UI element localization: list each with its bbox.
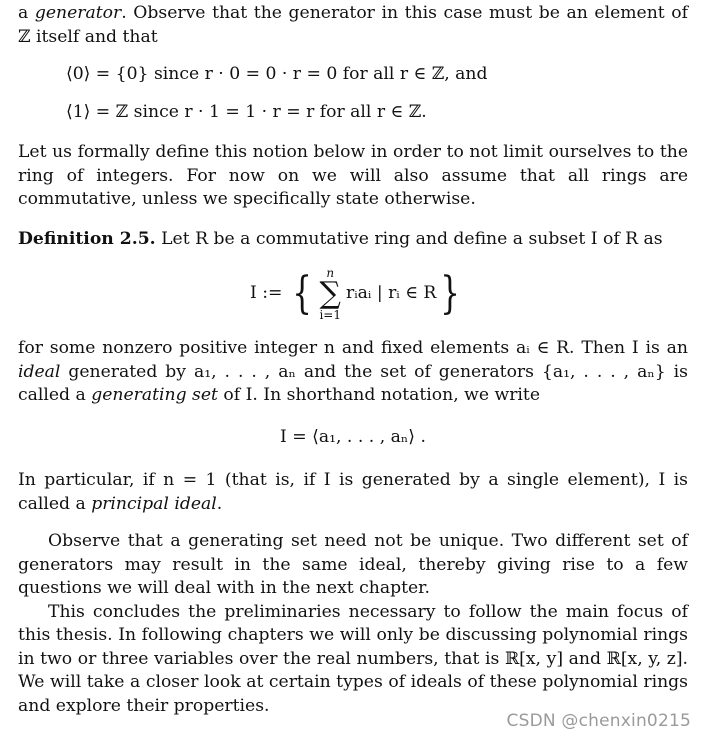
sum-equation-row (250, 267, 464, 321)
sum-lower-limit: i=1 (319, 308, 341, 322)
ideal-sum-equation (18, 257, 688, 329)
term-ideal: ideal (18, 361, 61, 382)
para2-part1: for some nonzero positive integer n and fixed elements aᵢ ∈ R. Then I is an (18, 338, 688, 358)
watermark: CSDN @chenxin0215 (506, 711, 691, 731)
equation-one-text: ⟨1⟩ = ℤ since r · 1 = 1 · r = r for all r ∈ ℤ. (66, 102, 427, 122)
generator-equation: I = ⟨a₁, . . . , aₙ⟩ . (280, 426, 426, 447)
intro-text-post: . Observe that the generator in this case must be an element of ℤ itself and that (18, 3, 689, 47)
paragraph-conclusion: This concludes the preliminaries necessary to follow the main focus of this thesis. In following chapters we will only be discussing polynomial rings in two or three variables over the real numbers, that is ℝ[x, y] and ℝ[x, y, z]. We will take a closer look at certain types of ideals of these polynomial rings and explore their properties. (18, 601, 688, 716)
right-brace-icon: } (440, 268, 461, 319)
term-generating-set: generating set (91, 385, 218, 405)
term-generator: generator (34, 3, 122, 23)
equation-zero (18, 63, 688, 103)
equation-zero-text: ⟨0⟩ = {0} since r · 0 = 0 · r = 0 for all r ∈ ℤ, and (66, 64, 488, 84)
definition-text: Let R be a commutative ring and define a subset I of R as (155, 228, 663, 249)
summation-icon: n ∑ i=1 (319, 266, 341, 322)
para3-part2: . (216, 493, 223, 514)
term-principal-ideal: principal ideal (91, 493, 217, 514)
sum-body: rᵢaᵢ | rᵢ ∈ R (345, 283, 437, 304)
left-brace-icon: { (292, 268, 313, 319)
definition-paragraph (18, 228, 688, 252)
paragraph-ideal-def (18, 337, 688, 408)
sum-upper-limit: n (326, 266, 335, 280)
para3-part1: In particular, if n = 1 (that is, if I is generated by a single element), I is called a (18, 470, 688, 514)
para2-part2: generated by a₁, . . . , aₙ and the set of generators {a₁, . . . , aₙ} is called a (18, 361, 688, 405)
paragraph-principal (18, 469, 688, 516)
paragraph-unique: Observe that a generating set need not be unique. Two different set of generators may result in the same ideal, thereby giving rise to a few questions we will deal with in the next chapter. (18, 531, 688, 598)
intro-text-pre: a (18, 3, 35, 23)
definition-label: Definition 2.5. (18, 228, 156, 249)
sum-lhs: I := (250, 283, 283, 304)
document-page (18, 0, 688, 718)
equation-one (18, 101, 688, 141)
para2-part3: of I. In shorthand notation, we write (217, 385, 540, 405)
paragraph-formal-define: Let us formally define this notion below in order to not limit ourselves to the ring of integers. For now on we will also assume that all rings are commutative, unless we specifically state otherwise. (18, 142, 688, 209)
intro-paragraph (18, 2, 688, 49)
